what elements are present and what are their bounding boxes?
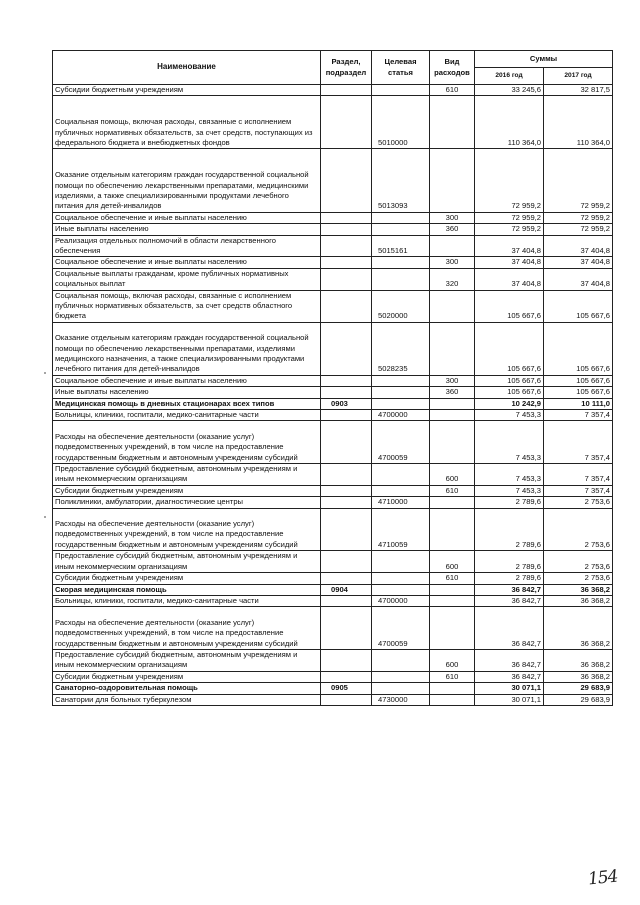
table-row xyxy=(53,683,613,694)
cell-name: Иные выплаты населению xyxy=(53,224,321,235)
cell-v1: 2 789,6 xyxy=(475,573,544,584)
cell-v1: 36 842,7 xyxy=(475,671,544,682)
cell-v2: 37 404,8 xyxy=(544,257,613,268)
cell-vid: 600 xyxy=(430,464,475,486)
table-row xyxy=(53,410,613,421)
cell-tgt: 4710000 xyxy=(372,497,430,508)
cell-v2: 36 368,2 xyxy=(544,671,613,682)
cell-vid: 300 xyxy=(430,375,475,386)
cell-vid xyxy=(430,683,475,694)
cell-sec xyxy=(321,257,372,268)
cell-tgt: 4710059 xyxy=(372,508,430,551)
cell-tgt xyxy=(372,573,430,584)
cell-sec xyxy=(321,694,372,705)
table-row xyxy=(53,485,613,496)
cell-sec xyxy=(321,268,372,290)
cell-v2: 37 404,8 xyxy=(544,235,613,257)
cell-sec xyxy=(321,290,372,322)
cell-name: Социальные выплаты гражданам, кроме публичных нормативных социальных выплат xyxy=(53,268,321,290)
cell-v1: 72 959,2 xyxy=(475,212,544,223)
cell-name: Поликлиники, амбулатории, диагностические центры xyxy=(53,497,321,508)
cell-sec xyxy=(321,224,372,235)
cell-sec xyxy=(321,387,372,398)
cell-sec xyxy=(321,607,372,650)
cell-tgt: 5013093 xyxy=(372,149,430,212)
cell-vid xyxy=(430,595,475,606)
cell-tgt: 4700059 xyxy=(372,607,430,650)
cell-sec: 0904 xyxy=(321,584,372,595)
cell-name: Скорая медицинская помощь xyxy=(53,584,321,595)
table-row xyxy=(53,421,613,464)
cell-v2: 10 111,0 xyxy=(544,398,613,409)
cell-v1: 36 842,7 xyxy=(475,607,544,650)
cell-name: Медицинская помощь в дневных стационарах всех типов xyxy=(53,398,321,409)
header-row xyxy=(53,51,613,68)
cell-vid: 300 xyxy=(430,257,475,268)
cell-v2: 72 959,2 xyxy=(544,224,613,235)
cell-vid: 610 xyxy=(430,671,475,682)
cell-tgt: 4700000 xyxy=(372,595,430,606)
cell-name: Расходы на обеспечение деятельности (оказание услуг) подведомственных учреждений, в том числе на предоставление государственным бюджетным и автономным учреждениям субсидий xyxy=(53,508,321,551)
cell-v2: 2 753,6 xyxy=(544,497,613,508)
cell-v1: 37 404,8 xyxy=(475,268,544,290)
cell-sec xyxy=(321,671,372,682)
cell-sec: 0903 xyxy=(321,398,372,409)
cell-v1: 30 071,1 xyxy=(475,683,544,694)
cell-v1: 37 404,8 xyxy=(475,257,544,268)
cell-v1: 36 842,7 xyxy=(475,584,544,595)
table-row xyxy=(53,235,613,257)
cell-tgt xyxy=(372,398,430,409)
cell-sec xyxy=(321,212,372,223)
cell-name: Субсидии бюджетным учреждениям xyxy=(53,573,321,584)
cell-name: Социальное обеспечение и иные выплаты населению xyxy=(53,212,321,223)
cell-sec xyxy=(321,464,372,486)
cell-name: Социальное обеспечение и иные выплаты населению xyxy=(53,257,321,268)
header-name: Наименование xyxy=(53,51,321,85)
budget-sheet xyxy=(52,50,612,706)
cell-v2: 7 357,4 xyxy=(544,464,613,486)
cell-vid xyxy=(430,607,475,650)
cell-vid: 300 xyxy=(430,212,475,223)
cell-tgt xyxy=(372,671,430,682)
cell-v1: 72 959,2 xyxy=(475,224,544,235)
cell-vid xyxy=(430,508,475,551)
cell-v1: 7 453,3 xyxy=(475,410,544,421)
table-row xyxy=(53,694,613,705)
cell-v2: 72 959,2 xyxy=(544,149,613,212)
cell-v1: 105 667,6 xyxy=(475,290,544,322)
cell-sec: 0905 xyxy=(321,683,372,694)
cell-sec xyxy=(321,375,372,386)
table-row xyxy=(53,497,613,508)
cell-vid: 320 xyxy=(430,268,475,290)
cell-v1: 7 453,3 xyxy=(475,464,544,486)
cell-v1: 105 667,6 xyxy=(475,375,544,386)
cell-v2: 36 368,2 xyxy=(544,584,613,595)
cell-sec xyxy=(321,235,372,257)
header-type: Вид расходов xyxy=(430,51,475,85)
cell-v2: 105 667,6 xyxy=(544,290,613,322)
header-sums: Суммы xyxy=(475,51,613,68)
cell-name: Социальная помощь, включая расходы, связанные с исполнением публичных нормативных обязательств, за счет средств, поступающих из федерального бюджета и внебюджетных фондов xyxy=(53,96,321,149)
cell-v2: 2 753,6 xyxy=(544,573,613,584)
cell-sec xyxy=(321,497,372,508)
cell-tgt xyxy=(372,387,430,398)
cell-sec xyxy=(321,649,372,671)
cell-v1: 105 667,6 xyxy=(475,322,544,375)
table-row xyxy=(53,290,613,322)
table-row xyxy=(53,649,613,671)
cell-name: Иные выплаты населению xyxy=(53,387,321,398)
cell-tgt: 5010000 xyxy=(372,96,430,149)
table-row xyxy=(53,96,613,149)
cell-vid xyxy=(430,322,475,375)
cell-sec xyxy=(321,85,372,96)
cell-sec xyxy=(321,551,372,573)
cell-name: Расходы на обеспечение деятельности (оказание услуг) подведомственных учреждений, в том числе на предоставление государственным бюджетным и автономным учреждениям субсидий xyxy=(53,607,321,650)
cell-name: Санаторно-оздоровительная помощь xyxy=(53,683,321,694)
table-row xyxy=(53,551,613,573)
table-row xyxy=(53,508,613,551)
cell-vid xyxy=(430,235,475,257)
cell-vid xyxy=(430,290,475,322)
cell-tgt: 4730000 xyxy=(372,694,430,705)
cell-v2: 105 667,6 xyxy=(544,387,613,398)
cell-tgt xyxy=(372,485,430,496)
cell-sec xyxy=(321,410,372,421)
cell-v1: 37 404,8 xyxy=(475,235,544,257)
cell-sec xyxy=(321,573,372,584)
table-row xyxy=(53,375,613,386)
cell-tgt xyxy=(372,85,430,96)
cell-name: Расходы на обеспечение деятельности (оказание услуг) подведомственных учреждений, в том числе на предоставление государственным бюджетным и автономным учреждениям субсидий xyxy=(53,421,321,464)
cell-tgt xyxy=(372,224,430,235)
cell-v1: 7 453,3 xyxy=(475,421,544,464)
cell-v2: 36 368,2 xyxy=(544,649,613,671)
cell-tgt xyxy=(372,551,430,573)
cell-vid xyxy=(430,421,475,464)
scan-speck xyxy=(44,372,46,374)
header-section: Раздел, подраздел xyxy=(321,51,372,85)
cell-tgt xyxy=(372,649,430,671)
cell-tgt: 4700000 xyxy=(372,410,430,421)
cell-vid xyxy=(430,410,475,421)
cell-vid xyxy=(430,96,475,149)
cell-name: Социальная помощь, включая расходы, связанные с исполнением публичных нормативных обязательств, за счет средств областного бюджета xyxy=(53,290,321,322)
cell-v1: 72 959,2 xyxy=(475,149,544,212)
cell-v1: 36 842,7 xyxy=(475,649,544,671)
cell-sec xyxy=(321,508,372,551)
cell-v2: 2 753,6 xyxy=(544,551,613,573)
cell-tgt xyxy=(372,257,430,268)
cell-vid: 610 xyxy=(430,485,475,496)
cell-tgt xyxy=(372,212,430,223)
cell-v2: 36 368,2 xyxy=(544,607,613,650)
cell-name: Предоставление субсидий бюджетным, автономным учреждениям и иным некоммерческим организациям xyxy=(53,464,321,486)
cell-v1: 10 242,9 xyxy=(475,398,544,409)
cell-name: Санатории для больных туберкулезом xyxy=(53,694,321,705)
table-row xyxy=(53,212,613,223)
cell-tgt xyxy=(372,584,430,595)
cell-name: Предоставление субсидий бюджетным, автономным учреждениям и иным некоммерческим организациям xyxy=(53,551,321,573)
header-target: Целевая статья xyxy=(372,51,430,85)
cell-v1: 2 789,6 xyxy=(475,508,544,551)
cell-name: Больницы, клиники, госпитали, медико-санитарные части xyxy=(53,595,321,606)
budget-table xyxy=(52,50,613,706)
cell-tgt: 5020000 xyxy=(372,290,430,322)
table-row xyxy=(53,671,613,682)
cell-v1: 7 453,3 xyxy=(475,485,544,496)
cell-name: Предоставление субсидий бюджетным, автономным учреждениям и иным некоммерческим организациям xyxy=(53,649,321,671)
cell-v2: 110 364,0 xyxy=(544,96,613,149)
cell-v1: 36 842,7 xyxy=(475,595,544,606)
table-row xyxy=(53,257,613,268)
cell-v2: 37 404,8 xyxy=(544,268,613,290)
table-row xyxy=(53,85,613,96)
table-row xyxy=(53,584,613,595)
cell-v1: 33 245,6 xyxy=(475,85,544,96)
cell-name: Оказание отдельным категориям граждан государственной социальной помощи по обеспечению лекарственными препаратами, изделиями медицинского назначения, а также специализированными продуктами лечебного питания для детей-инвалидов xyxy=(53,322,321,375)
cell-v1: 30 071,1 xyxy=(475,694,544,705)
cell-name: Реализация отдельных полномочий в области лекарственного обеспечения xyxy=(53,235,321,257)
cell-vid: 360 xyxy=(430,224,475,235)
table-row xyxy=(53,607,613,650)
cell-sec xyxy=(321,149,372,212)
cell-v2: 7 357,4 xyxy=(544,410,613,421)
table-row xyxy=(53,573,613,584)
table-row xyxy=(53,322,613,375)
cell-vid: 360 xyxy=(430,387,475,398)
cell-name: Субсидии бюджетным учреждениям xyxy=(53,671,321,682)
cell-sec xyxy=(321,485,372,496)
cell-name: Больницы, клиники, госпитали, медико-санитарные части xyxy=(53,410,321,421)
cell-name: Субсидии бюджетным учреждениям xyxy=(53,85,321,96)
cell-sec xyxy=(321,322,372,375)
cell-vid xyxy=(430,694,475,705)
cell-v2: 72 959,2 xyxy=(544,212,613,223)
cell-tgt xyxy=(372,375,430,386)
table-row xyxy=(53,464,613,486)
table-row xyxy=(53,149,613,212)
cell-v2: 105 667,6 xyxy=(544,375,613,386)
cell-vid: 600 xyxy=(430,649,475,671)
cell-v1: 2 789,6 xyxy=(475,551,544,573)
cell-v1: 110 364,0 xyxy=(475,96,544,149)
cell-v2: 29 683,9 xyxy=(544,683,613,694)
cell-v2: 2 753,6 xyxy=(544,508,613,551)
table-row xyxy=(53,595,613,606)
cell-tgt xyxy=(372,268,430,290)
cell-tgt xyxy=(372,683,430,694)
table-row xyxy=(53,224,613,235)
cell-vid xyxy=(430,584,475,595)
cell-vid xyxy=(430,149,475,212)
cell-sec xyxy=(321,96,372,149)
cell-v2: 32 817,5 xyxy=(544,85,613,96)
cell-name: Оказание отдельным категориям граждан государственной социальной помощи по обеспечению лекарственными препаратами, медицинскими изделиями, а также специализированными продуктами лечебного питания для детей-инвалидов xyxy=(53,149,321,212)
header-year-2: 2017 год xyxy=(544,68,613,85)
table-row xyxy=(53,398,613,409)
page-number: 154 xyxy=(587,866,619,890)
table-body xyxy=(53,85,613,706)
cell-name: Социальное обеспечение и иные выплаты населению xyxy=(53,375,321,386)
cell-vid xyxy=(430,497,475,508)
cell-tgt xyxy=(372,464,430,486)
cell-v2: 29 683,9 xyxy=(544,694,613,705)
cell-v2: 7 357,4 xyxy=(544,421,613,464)
cell-name: Субсидии бюджетным учреждениям xyxy=(53,485,321,496)
scan-speck xyxy=(44,516,46,518)
cell-v2: 36 368,2 xyxy=(544,595,613,606)
cell-sec xyxy=(321,595,372,606)
cell-tgt: 4700059 xyxy=(372,421,430,464)
cell-v1: 105 667,6 xyxy=(475,387,544,398)
cell-v2: 7 357,4 xyxy=(544,485,613,496)
cell-v1: 2 789,6 xyxy=(475,497,544,508)
header-year-1: 2016 год xyxy=(475,68,544,85)
cell-sec xyxy=(321,421,372,464)
cell-tgt: 5015161 xyxy=(372,235,430,257)
cell-v2: 105 667,6 xyxy=(544,322,613,375)
cell-vid: 600 xyxy=(430,551,475,573)
cell-tgt: 5028235 xyxy=(372,322,430,375)
cell-vid: 610 xyxy=(430,573,475,584)
table-row xyxy=(53,268,613,290)
table-row xyxy=(53,387,613,398)
cell-vid: 610 xyxy=(430,85,475,96)
cell-vid xyxy=(430,398,475,409)
